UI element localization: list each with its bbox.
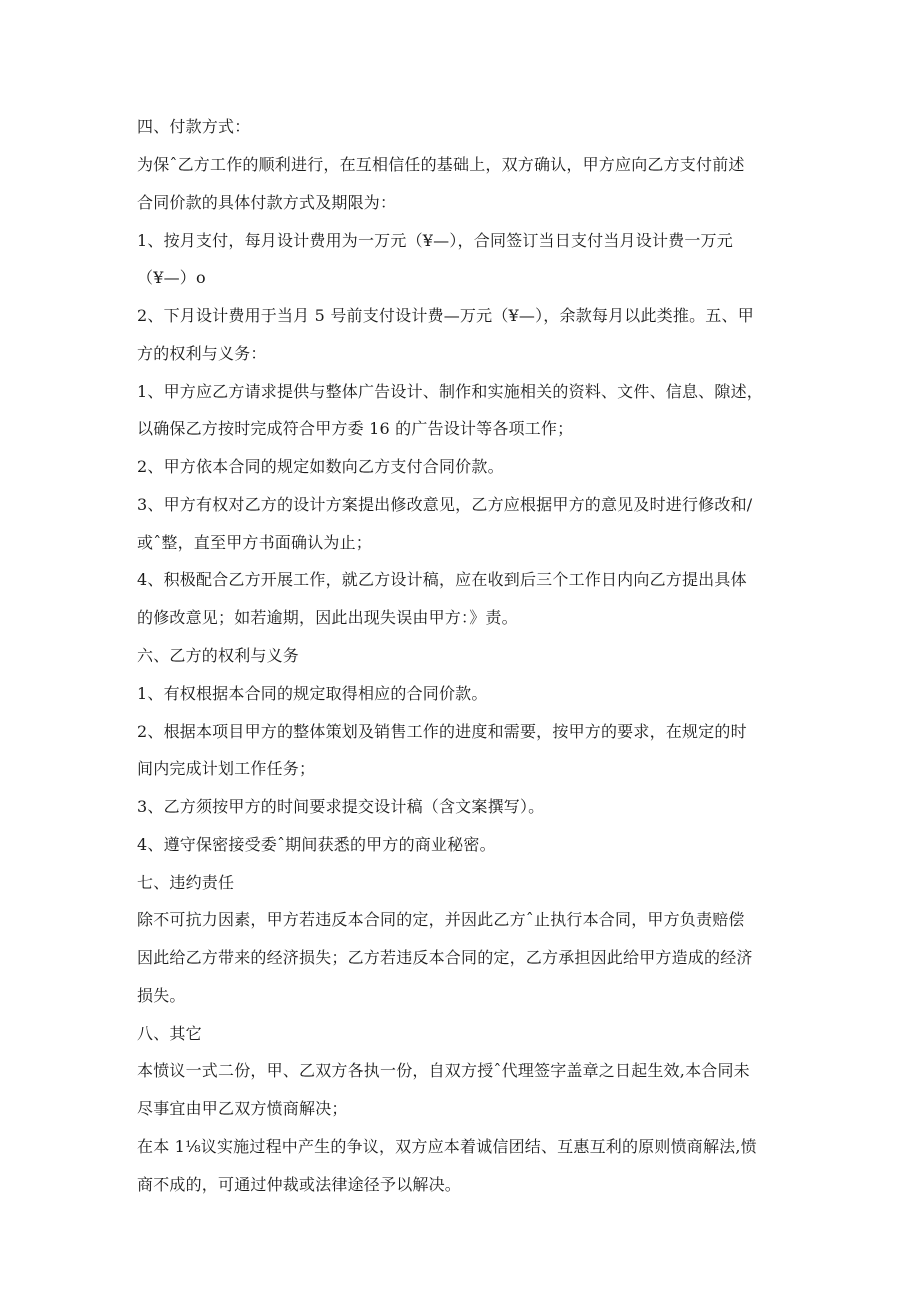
paragraph-line: 方的权利与义务： (137, 344, 267, 363)
paragraph-line: 1、甲方应乙方请求提供与整体广告设计、制作和实施相关的资料、文件、信息、隙述， (137, 382, 763, 401)
paragraph-line: 损失。 (137, 986, 186, 1005)
paragraph-line: 3、乙方须按甲方的时间要求提交设计稿（含文案撰写）。 (137, 797, 545, 816)
paragraph-line: 除不可抗力因素，甲方若违反本合同的定，并因此乙方ˆ止执行本合同，甲方负责赔偿 (137, 910, 745, 929)
paragraph-line: 1、按月支付，每月设计费用为一万元（¥—），合同签订当日支付当月设计费一万元 (137, 231, 733, 250)
paragraph-line: 3、甲方有权对乙方的设计方案提出修改意见，乙方应根据甲方的意见及时进行修改和/ (137, 495, 753, 514)
paragraph-line: 商不成的，可通过仲裁或法律途径予以解决。 (137, 1175, 462, 1194)
paragraph-line: （¥—）o (137, 268, 206, 287)
section-heading-party-b: 六、乙方的权利与义务 (137, 646, 300, 665)
paragraph-line: 4、积极配合乙方开展工作，就乙方设计稿，应在收到后三个工作日内向乙方提出具体 (137, 570, 747, 589)
paragraph-line: 的修改意见；如若逾期，因此出现失误由甲方：》责。 (137, 608, 518, 627)
section-heading-other: 八、其它 (137, 1024, 202, 1043)
paragraph-line: 2、根据本项目甲方的整体策划及销售工作的进度和需要，按甲方的要求，在规定的时 (137, 722, 747, 741)
paragraph-line: 4、遵守保密接受委ˆ期间获悉的甲方的商业秘密。 (137, 835, 496, 854)
paragraph-line: 间内完成计划工作任务； (137, 759, 316, 778)
section-heading-breach: 七、违约责任 (137, 873, 235, 892)
paragraph-line: 因此给乙方带来的经济损失；乙方若违反本合同的定，乙方承担因此给甲方造成的经济 (137, 948, 753, 967)
paragraph-line: 在本 1⅛议实施过程中产生的争议，双方应本着诚信团结、互惠互利的原则愤商解⁠法,愤 (137, 1137, 757, 1156)
paragraph-line: 合同价款的具体付款方式及期限为： (137, 193, 397, 212)
section-heading-payment: 四、付款方式： (137, 117, 251, 136)
paragraph-line: 以确保乙方按时完成符合甲方委 16 的广告设计等各项工作； (137, 419, 574, 438)
paragraph-line: 本愤议一式二份，甲、乙双方各执一份，自双方授ˆ代理签字盖章之日起生效,本合同未 (137, 1061, 750, 1080)
paragraph-line: 2、下月设计费用于当月 5 号前支付设计费—万元（¥—），余款每月以此类推。五、甲 (137, 306, 754, 325)
paragraph-line: 为保ˆ乙方工作的顺利进行，在互相信任的基础上，双方确认，甲方应向乙方支付前述 (137, 155, 745, 174)
paragraph-line: 2、甲方依本合同的规定如数向乙方支付合同价款。 (137, 457, 504, 476)
paragraph-line: 或ˆ整，直至甲方书面确认为止； (137, 533, 373, 552)
paragraph-line: 1、有权根据本合同的规定取得相应的合同价款。 (137, 684, 488, 703)
paragraph-line: 尽事宜由甲乙双方愤商解决； (137, 1099, 348, 1118)
